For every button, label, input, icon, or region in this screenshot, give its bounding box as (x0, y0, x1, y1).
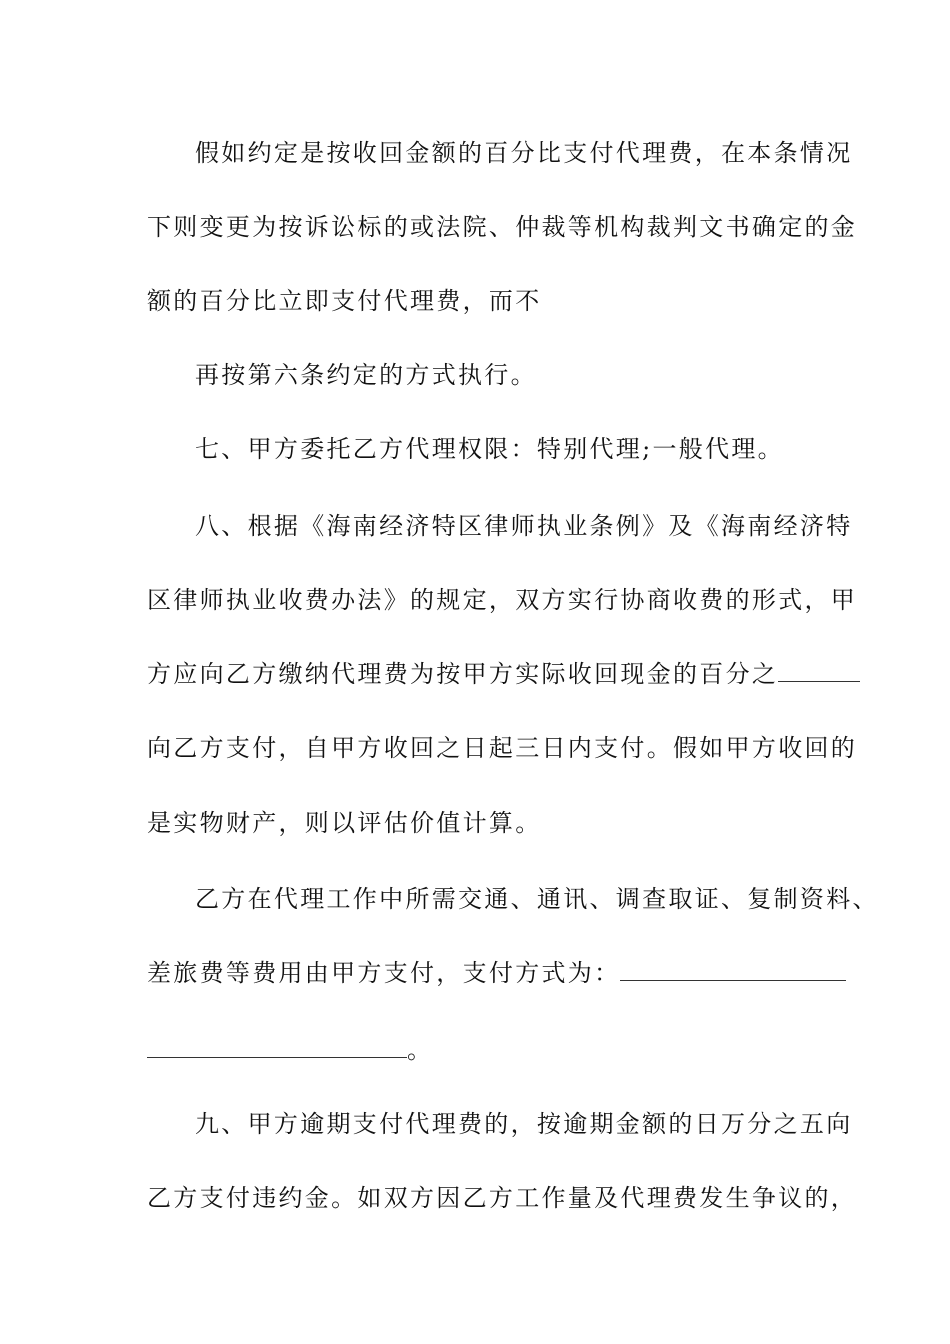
paragraph-line: 区律师执业收费办法》的规定，双方实行协商收费的形式，甲 (147, 586, 858, 614)
paragraph-line: 向乙方支付，自甲方收回之日起三日内支付。假如甲方收回的 (147, 734, 858, 762)
paragraph-line (147, 958, 846, 988)
fill-in-blank (778, 661, 860, 682)
paragraph-line: 乙方在代理工作中所需交通、通讯、调查取证、复制资料、 (195, 885, 879, 913)
paragraph-line: 八、根据《海南经济特区律师执业条例》及《海南经济特 (195, 512, 853, 540)
paragraph-line: 假如约定是按收回金额的百分比支付代理费，在本条情况 (195, 139, 853, 167)
paragraph-line: 下则变更为按诉讼标的或法院、仲裁等机构裁判文书确定的金 (147, 213, 858, 241)
paragraph-line: 乙方支付违约金。如双方因乙方工作量及代理费发生争议的， (147, 1184, 858, 1212)
paragraph-line (147, 659, 860, 689)
line-text: 差旅费等费用由甲方支付，支付方式为： (147, 959, 621, 987)
paragraph-line: 额的百分比立即支付代理费，而不 (147, 287, 542, 315)
line-text: 方应向乙方缴纳代理费为按甲方实际收回现金的百分之 (147, 660, 779, 688)
paragraph-line: 七、甲方委托乙方代理权限：特别代理;一般代理。 (195, 435, 784, 463)
fill-in-blank (620, 960, 846, 981)
paragraph-line (147, 1035, 433, 1065)
paragraph-line: 是实物财产，则以评估价值计算。 (147, 809, 542, 837)
line-text: 。 (407, 1036, 434, 1064)
fill-in-blank (147, 1037, 407, 1058)
paragraph-line: 再按第六条约定的方式执行。 (195, 361, 537, 389)
paragraph-line: 九、甲方逾期支付代理费的，按逾期金额的日万分之五向 (195, 1110, 853, 1138)
